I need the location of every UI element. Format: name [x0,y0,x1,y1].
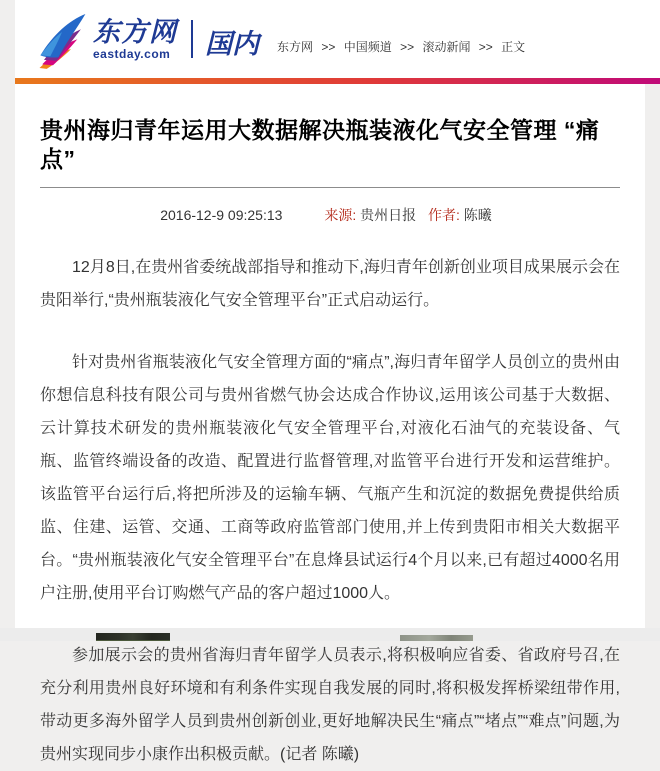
article-photo-right-partial [400,635,473,641]
source-value: 贵州日报 [360,206,417,223]
author-value: 陈曦 [463,206,492,223]
breadcrumb-item-rolling-news[interactable]: 滚动新闻 [422,39,471,54]
article-paragraph: 针对贵州省瓶装液化气安全管理方面的“痛点”,海归青年留学人员创立的贵州由你想信息科技有限公司与贵州省燃气协会达成合作协议,运用该公司基于大数据、云计算技术研发的贵州瓶装液化气安全管理平台,对液化石油气的充装设备、气瓶、监管终端设备的改造、配置进行监督管理,对监管平台进行开发和运营维护。该监管平台运行后,将把所涉及的运输车辆、气瓶产生和沉淀的数据免费提供给质监、住建、运管、交通、工商等政府监管部门使用,并上传到贵阳市相关大数据平台。“贵州瓶装液化气安全管理平台”在息烽县试运行4个月以来,已有超过4000名用户注册,使用平台订购燃气产品的客户超过1000人。 [40,353,620,602]
site-header [15,0,660,78]
author-label: 作者: [428,206,460,223]
eastday-logo[interactable] [35,9,177,69]
breadcrumb-item-home[interactable]: 东方网 [277,39,314,54]
breadcrumb-separator: >> [478,39,493,54]
title-divider [40,187,620,188]
breadcrumb [277,38,525,55]
breadcrumb-separator: >> [400,39,415,54]
source-label: 来源: [324,206,357,223]
logo-en-text: eastday.com [93,46,171,61]
logo-text [93,16,177,61]
article-paragraph: 12月8日,在贵州省委统战部指导和推动下,海归青年创新创业项目成果展示会在贵阳举行,“贵州瓶装液化气安全管理平台”正式启动运行。 [40,258,620,309]
logo-cn-text: 东方网 [93,16,177,47]
article-paragraph: 参加展示会的贵州省海归青年留学人员表示,将积极响应省委、省政府号召,在充分利用贵州良好环境和有利条件实现自我发展的同时,将积极发挥桥梁纽带作用,带动更多海外留学人员到贵州创新创业,更好地解决民生“痛点”“堵点”“难点”问题,为贵州实现同步小康作出积极贡献。(记者 陈曦) [40,646,620,763]
channel-label[interactable]: 国内 [205,28,259,59]
article-title: 贵州海归青年运用大数据解决瓶装液化气安全管理 “痛点” [40,117,600,172]
eastday-sail-logo-icon [35,13,89,69]
breadcrumb-item-china-channel[interactable]: 中国频道 [343,39,392,54]
article-container [15,84,645,763]
below-fold-strip [0,628,660,641]
breadcrumb-separator: >> [321,39,336,54]
publish-datetime: 2016-12-9 09:25:13 [160,206,283,223]
breadcrumb-item-current: 正文 [501,39,526,54]
article-photo-left-partial [96,633,170,641]
article-body [40,251,620,771]
logo-divider [191,20,193,58]
article-meta [40,205,620,225]
